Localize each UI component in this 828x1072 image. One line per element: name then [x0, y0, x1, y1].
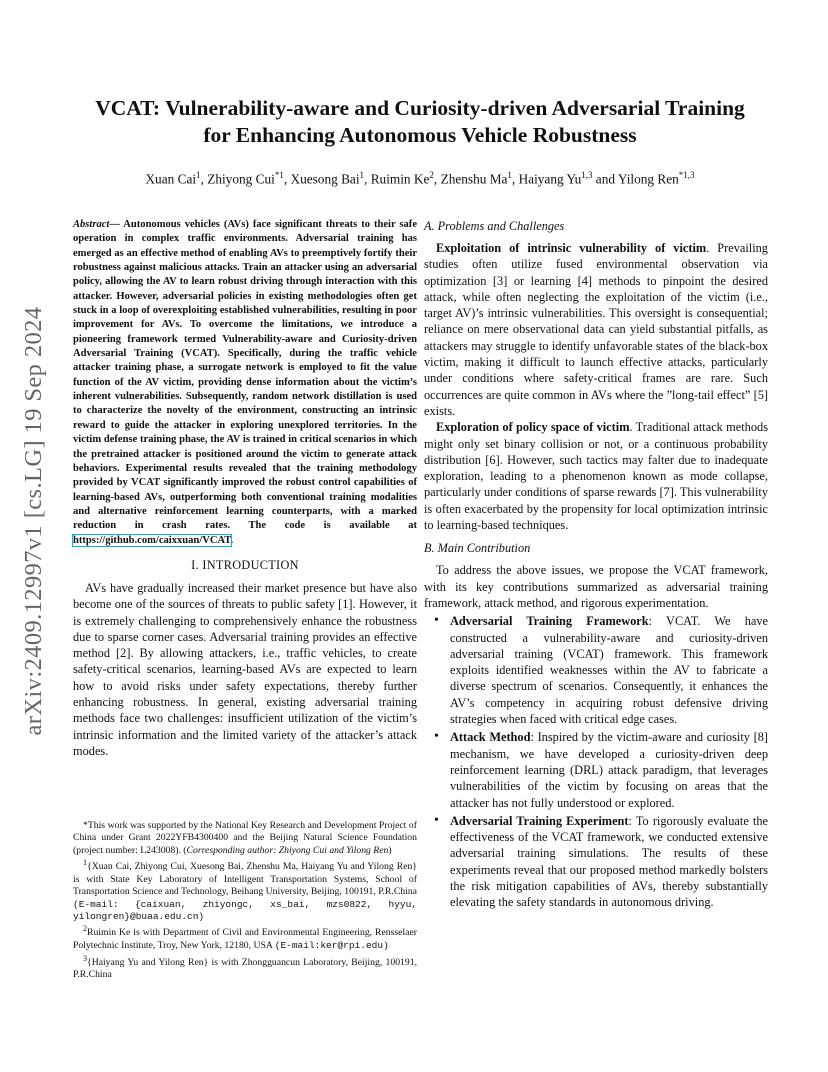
- author-affiliation: 2: [429, 170, 434, 180]
- funding-text: *This work was supported by the National Key Research and Development Project of China under Grant 2022YFB4300400 and the Beijing Natural Science Foundation (project number: L243008). (: [73, 820, 417, 856]
- author-affiliation: *1: [274, 170, 284, 180]
- author-separator: ,: [364, 171, 371, 187]
- list-item: [450, 813, 768, 911]
- contribution-title: Adversarial Training Experiment: [450, 813, 629, 828]
- author-affiliation: 1: [507, 170, 512, 180]
- footnote-marker: 3: [83, 953, 88, 963]
- email-list: (E-mail:ker@rpi.edu): [274, 940, 389, 952]
- section-b-heading: B. Main Contribution: [424, 541, 531, 556]
- section-a-heading: A. Problems and Challenges: [424, 219, 565, 233]
- contribution-list: [424, 613, 768, 910]
- list-item: [450, 729, 768, 810]
- email-list: (E-mail: {caixuan, zhiyongc, xs_bai, mzs0822, hyyu, yilongren}@buaa.edu.cn): [73, 898, 417, 923]
- affiliation-text: Ruimin Ke is with Department of Civil and Environmental Engineering, Rensselaer Polytechnic Institute, Troy, New York, 12180, USA: [73, 927, 417, 952]
- list-item: [450, 613, 768, 727]
- contribution-text: : VCAT. We have constructed a vulnerability-aware and curiosity-driven adversarial training (VCAT) framework. This framework exploits identified weaknesses within the AV to fabricate a diverse spectrum of scenarios. Consequently, it enhances the AV’s competency in acquiring robust defensive driving strategies when faced with critical edge cases.: [450, 614, 768, 727]
- introduction-paragraph: AVs have gradually increased their market presence but have also become one of the sources of threats to public safety [1]. However, it is extremely challenging to comprehensively enhance the robustness due to sparse corner cases. Adversarial training provides an effective method [2]. By allowing attackers, i.e., traffic vehicles, to create safety-critical scenarios, learning-based AVs are expected to learn how to avoid risks under safety expectations, thereby further enhancing robustness. In general, existing adversarial training methods face two challenges: insufficient utilization of the victim’s intrinsic information and the limited variety of the attacker’s attack modes.: [73, 580, 417, 758]
- code-repo-link[interactable]: https://github.com/caixxuan/VCAT: [73, 534, 231, 546]
- author-name: Zhiyong Cui: [207, 171, 275, 187]
- right-column: [424, 218, 768, 913]
- author-separator: ,: [200, 171, 208, 187]
- funding-close: ): [388, 844, 392, 856]
- author-affiliation: 1,3: [581, 170, 593, 180]
- author-list: [60, 170, 780, 187]
- author-separator: and: [592, 171, 618, 187]
- contribution-text: : Inspired by the victim-aware and curiosity [8] mechanism, we have developed a curiosity-driven deep reinforcement learning (DRL) attack paradigm, that leverages vulnerabilities of the victim by focusing on areas that the attacker has not fully understood or explored.: [450, 730, 768, 810]
- footnote-marker: 2: [83, 924, 88, 934]
- footnotes: [73, 820, 417, 982]
- author-name: Ruimin Ke: [370, 171, 430, 187]
- arxiv-identifier: arXiv:2409.12997v1 [cs.LG] 19 Sep 2024: [20, 306, 47, 736]
- affiliation-footnote-1: [73, 857, 417, 923]
- author-name: Xuesong Bai: [290, 171, 360, 187]
- abstract-dash: —: [109, 219, 124, 230]
- title-line-1: VCAT: Vulnerability-aware and Curiosity-driven Adversarial Training: [95, 96, 745, 120]
- abstract-body: Autonomous vehicles (AVs) face significant threats to their safe operation in complex traffic environments. Adversarial training has emerged as an effective method of enabling AVs to preemptively fortify their robustness against malicious attacks. Train an attacker using an adversarial policy, allowing the AV to learn robust driving through interaction with this attacker. However, adversarial policies in existing methodologies often get stuck in a loop of overexploiting established vulnerabilities, resulting in poor improvement for AVs. To overcome the limitations, we introduce a pioneering framework termed Vulnerability-aware and Curiosity-driven Adversarial Training (VCAT). Specifically, during the traffic vehicle attacker training phase, a surrogate network is employed to fit the value function of the AV victim, providing dense information about the victim’s inherent vulnerabilities. Subsequently, random network distillation is used to characterize the novelty of the environment, constructing an intrinsic reward to guide the attacker in exploring unexplored territories. In the victim defense training phase, the AV is trained in critical scenarios in which the pretrained attacker is positioned around the victim to generate attack behaviors. Experimental results revealed that the training methodology provided by VCAT significantly improved the robust control capabilities of learning-based AVs, outperforming both conventional training modalities and alternative reinforcement learning counterparts, with a marked reduction in crash rates. The code is available at: [73, 219, 418, 532]
- section-a-paragraph-2: [424, 419, 768, 533]
- author-affiliation: 1: [196, 170, 201, 180]
- corresponding-authors: Corresponding author: Zhiyong Cui and Yilong Ren: [186, 844, 389, 856]
- abstract: [73, 218, 417, 548]
- paragraph-body: . Traditional attack methods might only set binary collision or not, or a continuous probability distribution [6]. However, such tactics may falter due to inadequate exploration, leading to a phenomenon known as mode collapse, particularly under conditions of sparse rewards [7]. This vulnerability is often exacerbated by the propensity for local optimization intrinsic to learning-based techniques.: [424, 420, 768, 533]
- title-line-2: for Enhancing Autonomous Vehicle Robustness: [203, 123, 637, 147]
- author-name: Zhenshu Ma: [440, 171, 508, 187]
- arxiv-sidebar: [14, 286, 54, 756]
- author-separator: ,: [283, 171, 291, 187]
- author-separator: ,: [511, 171, 519, 187]
- author-affiliation: 1: [359, 170, 365, 180]
- section-a-paragraph-1: [424, 240, 768, 419]
- affiliation-text: {Xuan Cai, Zhiyong Cui, Xuesong Bai, Zhenshu Ma, Haiyang Yu and Yilong Ren} is with State Key Laboratory of Intelligent Transportation Systems, School of Transportation Science and Technology, Beihang University, Beijing, 100191, P.R.China: [73, 861, 417, 898]
- author-name: Haiyang Yu: [518, 171, 582, 187]
- affiliation-footnote-3: [73, 953, 417, 982]
- author-name: Yilong Ren: [617, 171, 679, 187]
- contribution-text: : To rigorously evaluate the effectiveness of the VCAT framework, we conducted extensive adversarial training simulations. The results of these experiments reveal that our proposed method markedly bolsters the risk mitigation capabilities of AVs, thereby substantially elevating the safety standards in autonomous driving.: [450, 813, 768, 910]
- left-column: [73, 218, 417, 759]
- contribution-title: Adversarial Training Framework: [450, 614, 649, 629]
- paper-title: [70, 95, 770, 149]
- paragraph-lead: Exploitation of intrinsic vulnerability of victim: [436, 241, 707, 255]
- abstract-end: .: [230, 534, 234, 546]
- contribution-title: Attack Method: [450, 730, 531, 745]
- footnote-marker: 1: [83, 858, 88, 868]
- author-separator: ,: [433, 171, 441, 187]
- paragraph-body: . Prevailing studies often utilize fused environmental observation via optimization [3] or learning [4] methods to pinpoint the desired attack, while often neglecting the exploitation of the victim (i.e., target AV)’s intrinsic vulnerabilities. This oversight is consequential; reliance on mere observational data can yield substantial pitfalls, as attackers may struggle to identify unfavorable states of the black-box victim, making it difficult to launch effective attacks, particularly under conditions where safety-critical frames are rare. Such occurrences are quite common in AVs where the ”long-tail effect” [5] exists.: [424, 241, 768, 418]
- affiliation-footnote-2: [73, 923, 417, 952]
- abstract-label: Abstract: [73, 219, 110, 230]
- author-affiliation: *1,3: [678, 170, 695, 180]
- section-b-intro: To address the above issues, we propose the VCAT framework, with its key contributions summarized as adversarial training framework, attack method, and rigorous experimentation.: [424, 563, 768, 610]
- affiliation-text: {Haiyang Yu and Yilong Ren} is with Zhongguancun Laboratory, Beijing, 100191, P.R.China: [73, 956, 417, 981]
- funding-footnote: [73, 820, 417, 857]
- introduction-heading: I. INTRODUCTION: [191, 557, 299, 572]
- paragraph-lead: Exploration of policy space of victim: [436, 420, 630, 435]
- author-name: Xuan Cai: [145, 171, 197, 187]
